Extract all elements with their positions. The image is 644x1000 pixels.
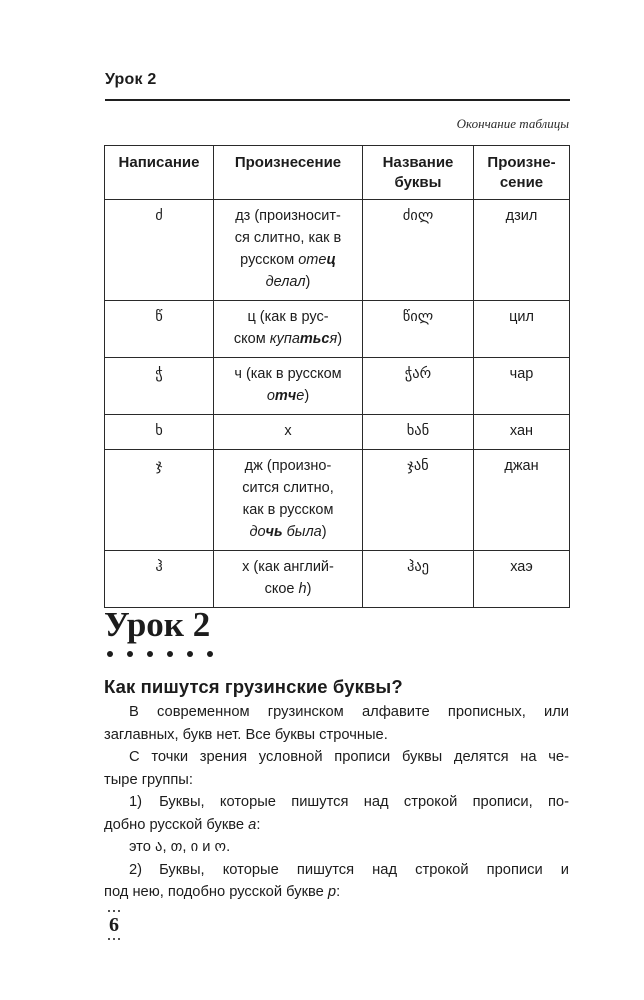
letter-cell: ჯ bbox=[105, 450, 214, 551]
body-text bbox=[104, 701, 569, 904]
letter-name-cell: ჭარ bbox=[363, 358, 474, 415]
letter-name-cell: წილ bbox=[363, 301, 474, 358]
table-row bbox=[105, 551, 570, 608]
column-header: Написание bbox=[105, 146, 214, 200]
column-header: Название буквы bbox=[363, 146, 474, 200]
reading-cell: чар bbox=[474, 358, 570, 415]
table-row bbox=[105, 358, 570, 415]
reading-cell: хаэ bbox=[474, 551, 570, 608]
letter-name-cell: ჯან bbox=[363, 450, 474, 551]
table-row bbox=[105, 301, 570, 358]
dot bbox=[167, 651, 173, 657]
letter-cell: ხ bbox=[105, 415, 214, 450]
pronunciation-cell: х (как англий- ское h) bbox=[214, 551, 363, 608]
body-line: В современном грузинском алфавите прописных, или bbox=[129, 704, 569, 720]
table-caption: Окончание таблицы bbox=[456, 116, 569, 131]
dot bbox=[187, 651, 193, 657]
lesson-title: Урок 2 bbox=[104, 605, 211, 644]
letter-name-cell: ხან bbox=[363, 415, 474, 450]
table-row bbox=[105, 415, 570, 450]
page-number: 6 bbox=[109, 914, 119, 936]
page-number-block bbox=[101, 908, 127, 942]
pronunciation-cell: ц (как в рус- ском купаться) bbox=[214, 301, 363, 358]
dot bbox=[107, 651, 113, 657]
folio-dots-top bbox=[101, 910, 127, 912]
title-dots-ornament bbox=[107, 651, 213, 657]
pronunciation-cell: ч (как в русском отче) bbox=[214, 358, 363, 415]
column-header: Произнесение bbox=[214, 146, 363, 200]
body-line: 2) Буквы, которые пишутся над строкой прописи и bbox=[129, 861, 569, 878]
header-rule bbox=[105, 99, 570, 101]
dot bbox=[207, 651, 213, 657]
folio-dots-bottom bbox=[101, 938, 127, 940]
body-line: это ა, თ, ი и ო. bbox=[129, 838, 231, 855]
letter-cell: ჭ bbox=[105, 358, 214, 415]
body-line: добно русской букве а: bbox=[104, 816, 261, 833]
letter-name-cell: ძილ bbox=[363, 200, 474, 301]
table-header-row bbox=[105, 146, 570, 200]
letter-cell: ჰ bbox=[105, 551, 214, 608]
georgian-letters-table bbox=[104, 145, 570, 608]
pronunciation-cell: дж (произно- сится слитно, как в русском дочь была) bbox=[214, 450, 363, 551]
lesson-subtitle: Как пишутся грузинские буквы? bbox=[104, 676, 403, 697]
pronunciation-cell: дз (произносит- ся слитно, как в русском отец делал) bbox=[214, 200, 363, 301]
table-row bbox=[105, 200, 570, 301]
reading-cell: джан bbox=[474, 450, 570, 551]
letter-cell: წ bbox=[105, 301, 214, 358]
letter-cell: ძ bbox=[105, 200, 214, 301]
pronunciation-cell: х bbox=[214, 415, 363, 450]
body-line: тыре группы: bbox=[104, 771, 193, 788]
reading-cell: цил bbox=[474, 301, 570, 358]
body-line: под нею, подобно русской букве р: bbox=[104, 884, 341, 900]
letter-name-cell: ჰაე bbox=[363, 551, 474, 608]
dot bbox=[127, 651, 133, 657]
body-line: С точки зрения условной прописи буквы делятся на че- bbox=[129, 749, 569, 765]
reading-cell: хан bbox=[474, 415, 570, 450]
body-line: заглавных, букв нет. Все буквы строчные. bbox=[104, 726, 388, 743]
dot bbox=[147, 651, 153, 657]
table-row bbox=[105, 450, 570, 551]
column-header: Произне- сение bbox=[474, 146, 570, 200]
reading-cell: дзил bbox=[474, 200, 570, 301]
body-line: 1) Буквы, которые пишутся над строкой прописи, по- bbox=[129, 794, 569, 810]
running-head: Урок 2 bbox=[105, 71, 157, 88]
